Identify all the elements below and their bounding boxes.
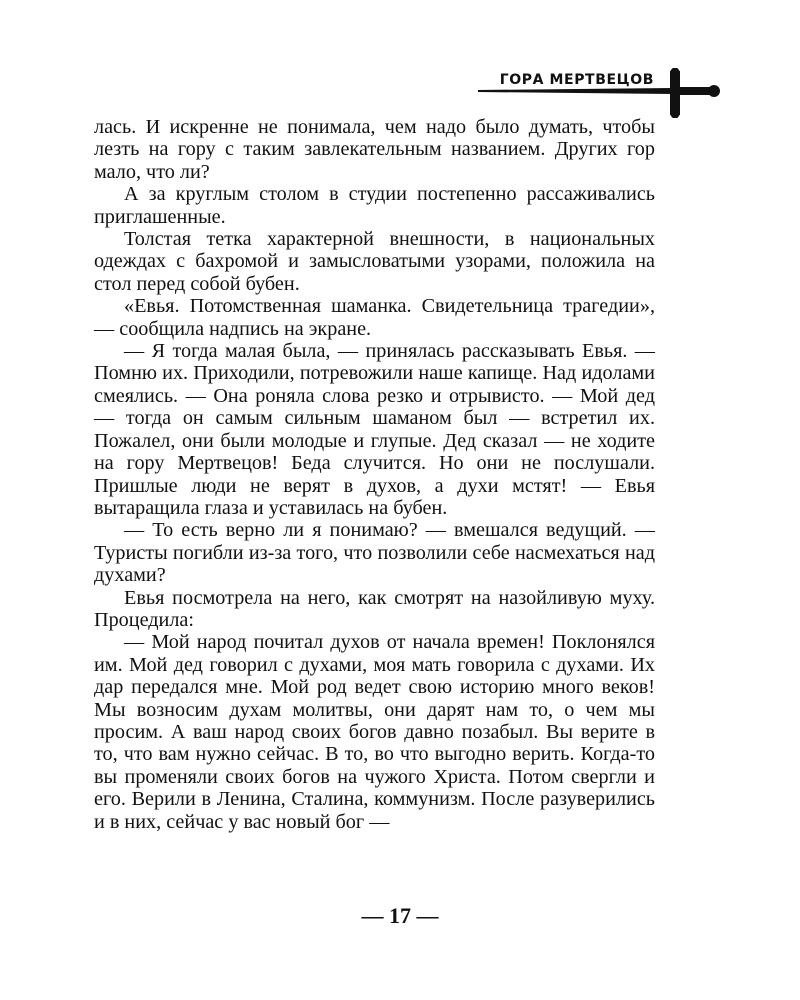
paragraph: Евья посмотрела на него, как смотрят на назойливую муху. Процедила: xyxy=(94,586,655,631)
paragraph: Толстая тетка характерной внешности, в национальных одеждах с бахромой и замысловатыми узорами, положила на стол перед собой бубен. xyxy=(94,228,655,295)
paragraph: лась. И искренне не понимала, чем надо было думать, чтобы лезть на гору с таким завлекательным названием. Других гор мало, что ли? xyxy=(94,116,655,183)
paragraph: — Я тогда малая была, — принялась рассказывать Евья. — Помню их. Приходили, потревожили наше капище. Над идолами смеялись. — Она роняла слова резко и отрывисто. — Мой дед — тогда он самым сильным шаманом был — встретил их. Пожалел, они были молодые и глупые. Дед сказал — не ходите на гору Мертвецов! Беда случится. Но они не послушали. Пришлые люди не верят в духов, а духи мстят! — Евья вытаращила глаза и уставилась на бубен. xyxy=(94,340,655,519)
paragraph: «Евья. Потомственная шаманка. Свидетельница трагедии», — сообщила надпись на экране. xyxy=(94,295,655,340)
paragraph: — Мой народ почитал духов от начала времен! Поклонялся им. Мой дед говорил с духами, моя мать говорила с духами. Их дар передался мне. Мой род ведет свою историю много веков! Мы возносим духам молитвы, они дарят нам то, о чем мы просим. А ваш народ своих богов давно позабыл. Вы верите в то, что вам нужно сейчас. В то, во что выгодно верить. Когда-то вы променяли своих богов на чужого Христа. Потом свергли и его. Верили в Ленина, Сталина, коммунизм. После разуверились и в них, сейчас у вас новый бог — xyxy=(94,631,655,833)
running-header xyxy=(470,68,730,118)
running-title: ГОРА МЕРТВЕЦОВ xyxy=(499,72,654,88)
paragraph: — То есть верно ли я понимаю? — вмешался ведущий. — Туристы погибли из-за того, что позволили себе насмехаться над духами? xyxy=(94,519,655,587)
paragraph: А за круглым столом в студии постепенно рассаживались приглашенные. xyxy=(94,183,655,228)
body-text xyxy=(94,116,655,833)
page-number: — 17 — xyxy=(361,903,439,928)
